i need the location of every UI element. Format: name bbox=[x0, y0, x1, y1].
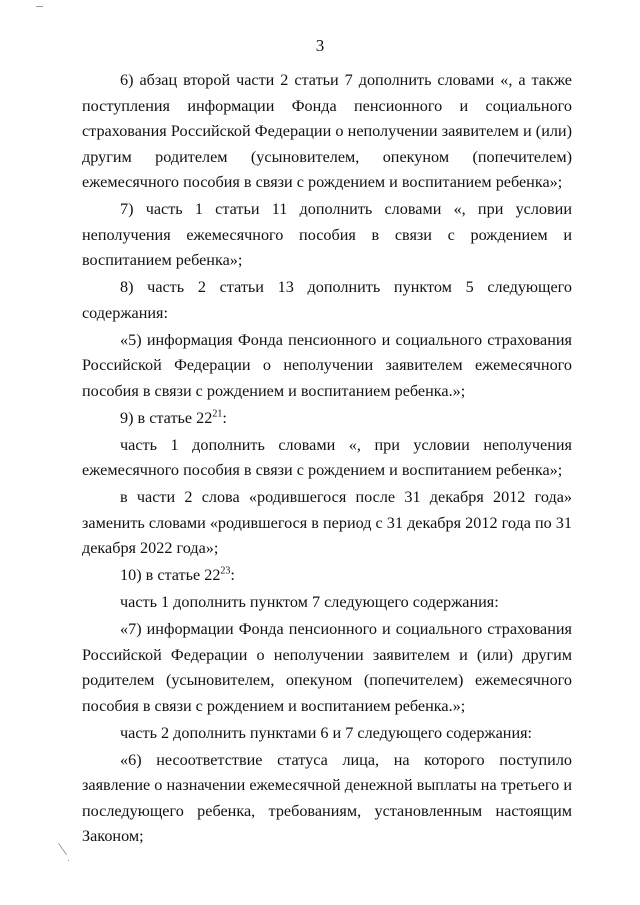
page-number: 3 bbox=[315, 36, 325, 55]
paragraph-item-8: 8) часть 2 статьи 13 дополнить пунктом 5 следующего содержания: bbox=[82, 278, 572, 322]
paragraph-item-10-part1: часть 1 дополнить пунктом 7 следующего содержания: bbox=[120, 593, 499, 612]
paragraph-item-8-quote: «5) информация Фонда пенсионного и социального страхования Российской Федерации о неполучении заявителем ежемесячного пособия в связи с рождением и воспитанием ребенка.»; bbox=[82, 330, 572, 401]
paragraph-item-7: 7) часть 1 статьи 11 дополнить словами «, при условии неполучения ежемесячного пособия в связи с рождением и воспитанием ребенка»; bbox=[82, 200, 572, 270]
scan-mark bbox=[68, 860, 69, 861]
paragraph-item-6: 6) абзац второй части 2 статьи 7 дополнить словами «, а также поступления информации Фонда пенсионного и социального страхования Российской Федерации о неполучении заявителем и (или) другим родителем (усыновителем, опекуном (попечителем) ежемесячного пособия в связи с рождением и воспитанием ребенка»; bbox=[82, 71, 572, 192]
scan-mark bbox=[58, 843, 67, 855]
superscript: 23 bbox=[220, 565, 231, 577]
paragraph-item-10-quote: «7) информации Фонда пенсионного и социального страхования Российской Федерации о неполучении заявителем и (или) другим родителем (усыновителем, опекуном (попечителем) ежемесячного пособия в связи с рождением и воспитанием ребенка.»; bbox=[82, 620, 572, 715]
paragraph-item-10: 10) в статье $22^{23}$: bbox=[120, 565, 235, 585]
paragraph-item-9-part1: часть 1 дополнить словами «, при условии неполучения ежемесячного пособия в связи с рождением и воспитанием ребенка»; bbox=[82, 435, 572, 480]
superscript: 21 bbox=[212, 408, 223, 420]
paragraph-item-10-point6: «6) несоответствие статуса лица, на которого поступило заявление о назначении ежемесячной денежной выплаты на третьего и последующего ребенка, требованиям, установленным настоящим Законом; bbox=[82, 750, 572, 846]
paragraph-item-10-part2: часть 2 дополнить пунктами 6 и 7 следующего содержания: bbox=[120, 723, 533, 742]
paragraph-item-9-part2: в части 2 слова «родившегося после 31 декабря 2012 года» заменить словами «родившегося в период с 31 декабря 2012 года по 31 декабря 2022 года»; bbox=[82, 488, 572, 558]
scan-mark bbox=[36, 6, 43, 7]
paragraph-item-9: 9) в статье $22^{21}$: bbox=[120, 408, 227, 427]
document-body bbox=[82, 68, 572, 851]
